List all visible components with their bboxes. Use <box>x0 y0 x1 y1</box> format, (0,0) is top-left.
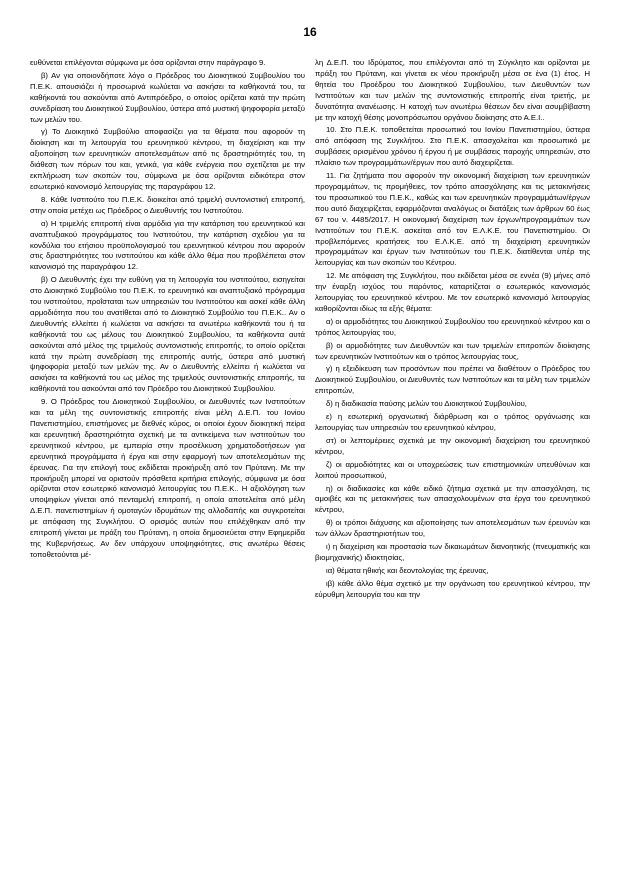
paragraph: λη Δ.Ε.Π. του Ιδρύματος, που επιλέγονται από τη Σύγκλητο και ορίζονται με πράξη του Πρύτανη, και γίνεται εκ νέου προκήρυξη μέσα σε ένα (1) έτος. Η θητεία του Προέδρου του Διοικητικού Συμβουλίου, των Διευθυντών των Ινστιτούτων και των μελών της συντονιστικής επιτροπής είναι τριετής, με δυνατότητα ανανέωσης. Η κατοχή των ανωτέρω θέσεων δεν είναι ασυμβίβαστη με την κατοχή θέσης μονοπρόσωπου οργάνου διοίκησης στο Α.Ε.Ι.. <box>315 58 590 122</box>
paragraph: ιβ) κάθε άλλο θέμα σχετικό με την οργάνωση του ερευνητικού κέντρου, την εύρυθμη λειτουργία του και την <box>315 578 590 599</box>
paragraph: δ) η διαδικασία παύσης μελών του Διοικητικού Συμβουλίου, <box>326 399 527 409</box>
paragraph: ι) η διαχείριση και προστασία των δικαιωμάτων διανοητικής (πνευματικής και βιομηχανικής) ιδιοκτησίας, <box>315 542 590 562</box>
paragraph: β) Ο Διευθυντής έχει την ευθύνη για τη λειτουργία του ινστιτούτου, εισηγείται στο Διοικητικό Συμβούλιο του Π.Ε.Κ. το ερευνητικό και αναπτυξιακό πρόγραμμα του ινστιτούτου, προΐσταται των υπηρεσιών του Ινστιτούτου και ασκεί κάθε άλλη αρμοδιότητα που του ανατίθεται από το Διοικητικό Συμβούλιο του Π.Ε.Κ.. Αν ο Διευθυντής ελλείπει ή κωλύεται να ασκήσει τα ανωτέρω καθήκοντά του ή τα καθήκοντά του ως μέλους του Διοικητικού Συμβουλίου, τα καθήκοντα αυτά ασκούνται από μέλος της τριμελούς συντονιστικής επιτροπής, το οποίο ορίζεται κατά την πρώτη συνεδρίαση της επιτροπής αυτής, ύστερα από μυστική ψηφοφορία μεταξύ των μελών της. Αν ο Διευθυντής ελλείπει ή κωλύεται να ασκήσει τα καθήκοντά του ως μέλος της τριμελούς συντονιστικής επιτροπής, τα καθήκοντά του ασκούνται από τον Πρόεδρο του Διοικητικού Συμβουλίου. <box>30 275 305 394</box>
paragraph: ια) θέματα ηθικής και δεοντολογίας της έρευνας, <box>326 565 489 575</box>
right-column <box>315 58 590 603</box>
paragraph: α) Η τριμελής επιτροπή είναι αρμόδια για την κατάρτιση του ερευνητικού και αναπτυξιακού προγράμματος του Ινστιτούτου, την κατάρτιση σχεδίου για τα κονδύλια του ετήσιου προϋπολογισμού του ερευνητικού κέντρου που αφορούν στις δραστηριότητες του ινστιτούτου και κάθε άλλο θέμα που προβλέπεται στον κανονισμό της παραγράφου 12. <box>30 218 305 272</box>
paragraph: γ) Το Διοικητικό Συμβούλιο αποφασίζει για τα θέματα που αφορούν τη διοίκηση και τη λειτουργία του ερευνητικού κέντρου, τη διαχείριση και την αξιοποίηση των ερευνητικών αποτελεσμάτων από τις δραστηριότητές του, τη διάθεση των πόρων του και, γενικά, για κάθε ενέργεια που σχετίζεται με την εκπλήρωση των σκοπών του, σύμφωνα με όσα ορίζονται ειδικότερα στον εσωτερικό κανονισμό λειτουργίας της παραγράφου 12. <box>30 127 305 191</box>
paragraph: β) Αν για οποιονδήποτε λόγο ο Πρόεδρος του Διοικητικού Συμβουλίου του Π.Ε.Κ. απουσιάζει ή προσωρινά κωλύεται να ασκήσει τα καθήκοντά του, τα καθήκοντά του ασκούνται από Αντιπρόεδρο, ο οποίος ορίζεται κατά την πρώτη συνεδρίαση του Διοικητικού Συμβουλίου, ύστερα από μυστική ψηφοφορία μεταξύ των μελών του. <box>30 70 305 124</box>
paragraph: α) οι αρμοδιότητες του Διοικητικού Συμβουλίου του ερευνητικού κέντρου και ο τρόπος λειτουργίας του, <box>315 316 590 337</box>
paragraph: β) οι αρμοδιότητες των Διευθυντών και των τριμελών επιτροπών διοίκησης των ερευνητικών Ινστιτούτων και ο τρόπος λειτουργίας τους, <box>315 340 590 361</box>
paragraph: 8. Κάθε Ινστιτούτο του Π.Ε.Κ. διοικείται από τριμελή συντονιστική επιτροπή, στην οποία μετέχει ως Πρόεδρος ο Διευθυντής του Ινστιτούτου. <box>30 194 305 215</box>
paragraph: στ) οι λεπτομέρειες σχετικά με την οικονομική διαχείριση του ερευνητικού κέντρου, <box>315 435 590 456</box>
paragraph: 12. Με απόφαση της Συγκλήτου, που εκδίδεται μέσα σε εννέα (9) μήνες από την έναρξη ισχύος του παρόντος, καταρτίζεται ο εσωτερικός κανονισμός λειτουργίας του ερευνητικού κέντρου. Με τον εσωτερικό κανονισμό λειτουργίας καθορίζονται ιδίως τα εξής θέματα: <box>315 271 590 313</box>
paragraph: 9. Ο Πρόεδρος του Διοικητικού Συμβουλίου, οι Διευθυντές των Ινστιτούτων και τα μέλη της συντονιστικής επιτροπής είναι μέλη Δ.Ε.Π. του Ιονίου Πανεπιστημίου, επιστήμονες με διεθνές κύρος, οι οποίοι έχουν διοικητική πείρα και ερευνητική δραστηριότητα σχετική με τα αντικείμενα των ινστιτούτων του ερευνητικού κέντρου, με εμπειρία στην προσέλκυση χρηματοδοτήσεων για ερευνητικά προγράμματα ή έργα και στην εφαρμογή των αποτελεσμάτων της έρευνας. Για την επιλογή τους εκδίδεται προκήρυξη από τον Πρύτανη. Με την προκήρυξη μπορεί να οριστούν πρόσθετα κριτήρια επιλογής, σύμφωνα με όσα ορίζονται στον εσωτερικό κανονισμό λειτουργίας του Π.Ε.Κ.. Η αξιολόγηση των υποψηφίων γίνεται από πενταμελή επιτροπή, η οποία αποτελείται από μέλη Δ.Ε.Π. πανεπιστημίων ή ομοταγών ιδρυμάτων της αλλοδαπής και συγκροτείται με απόφαση της Συγκλήτου. Ο ορισμός αυτών που επιλέχθηκαν από την επιτροπή γίνεται με πράξη του Πρύτανη, η οποία δημοσιεύεται στην Εφημερίδα της Κυβερνήσεως. Αν δεν υπάρχουν υποψηφιότητες, στις ανωτέρω θέσεις τοποθετούνται μέ- <box>30 397 305 559</box>
paragraph: ζ) οι αρμοδιότητες και οι υποχρεώσεις των επιστημονικών υπευθύνων και λοιπού προσωπικού, <box>315 459 590 480</box>
left-column <box>30 58 305 563</box>
paragraph: ευθύνεται επιλέγονται σύμφωνα με όσα ορίζονται στην παράγραφο 9. <box>30 58 266 67</box>
paragraph: θ) οι τρόποι διάχυσης και αξιοποίησης των αποτελεσμάτων των έρευνών και των άλλων δραστηριοτήτων του, <box>315 518 590 539</box>
paragraph: γ) η εξειδίκευση των προσόντων που πρέπει να διαθέτουν ο Πρόεδρος του Διοικητικού Συμβουλίου, οι Διευθυντές των Ινστιτούτων και τα μέλη των τριμελών επιτροπών, <box>315 364 590 396</box>
page-number: 16 <box>303 25 317 39</box>
paragraph: ε) η εσωτερική οργανωτική διάρθρωση και ο τρόπος οργάνωσης και λειτουργίας των υπηρεσιών του ερευνητικού κέντρου, <box>315 412 590 432</box>
paragraph: 11. Για ζητήματα που αφορούν την οικονομική διαχείριση των ερευνητικών προγραμμάτων, τις προμήθειες, τον τρόπο απασχόλησης και τις μετακινήσεις του προσωπικού του Π.Ε.Κ., καθώς και των ερευνητικών προγραμμάτων/έργων που αυτό διαχειρίζεται, εφαρμόζονται αναλόγως οι διατάξεις των άρθρων 60 έως 67 του ν. 4485/2017. Η οικονομική διαχείριση των έργων/προγραμμάτων των Ινστιτούτων του Π.Ε.Κ. ασκείται από τον Ε.Λ.Κ.Ε. του Πανεπιστημίου. Οι προβλεπόμενες κρατήσεις του Ε.Λ.Κ.Ε. από τη διαχείριση ερευνητικών προγραμμάτων και έργων των Ινστιτούτων του Π.Ε.Κ. διατίθενται υπέρ της λειτουργίας και των σκοπών του Κέντρου. <box>315 171 590 268</box>
paragraph: 10. Στο Π.Ε.Κ. τοποθετείται προσωπικό του Ιονίου Πανεπιστημίου, ύστερα από απόφαση της Συγκλήτου. Στο Π.Ε.Κ. απασχολείται και προσωπικό με συμβάσεις ορισμένου χρόνου ή έργου ή με συμβάσεις παροχής υπηρεσιών, στο πλαίσιο των προγραμμάτων/έργων που αυτό διαχειρίζεται. <box>315 125 590 168</box>
paragraph: η) οι διαδικασίες και κάθε ειδικό ζήτημα σχετικά με την απασχόληση, τις αμοιβές και τις μετακινήσεις των απασχολουμένων στα έργα του ερευνητικού κέντρου, <box>315 483 590 515</box>
